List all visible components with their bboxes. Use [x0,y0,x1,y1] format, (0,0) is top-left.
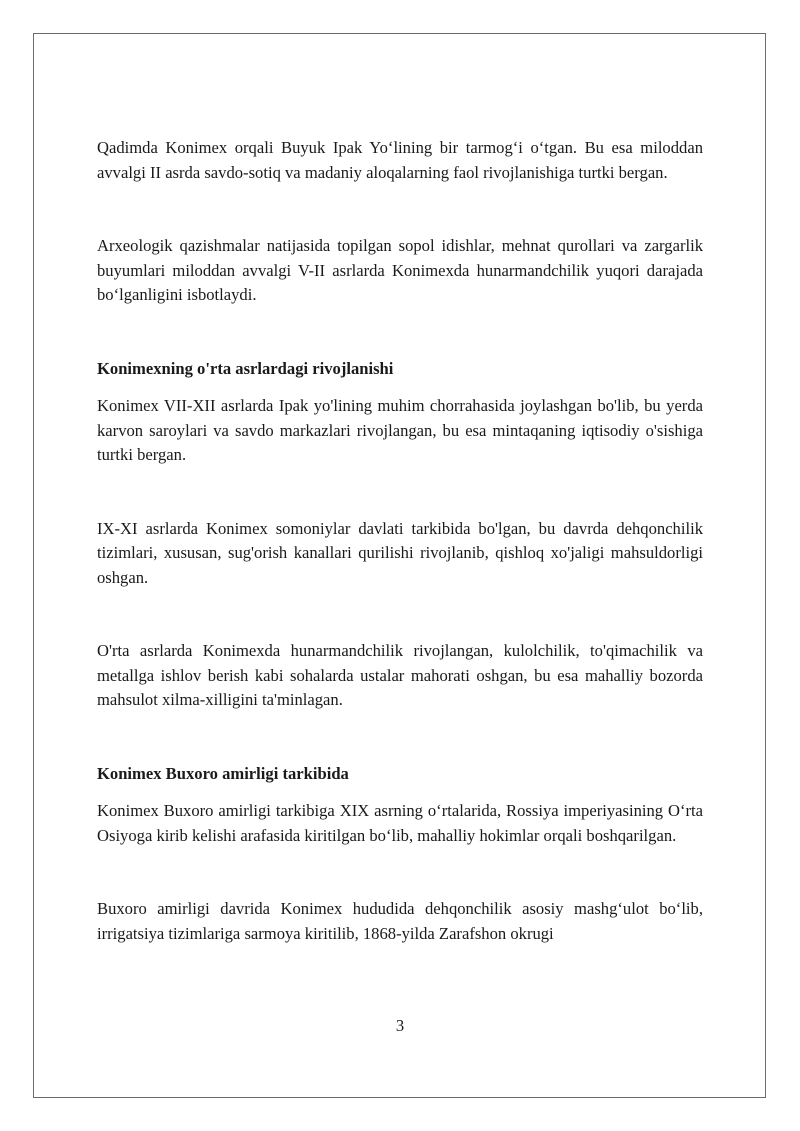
paragraph-bukhara-agriculture: Buxoro amirligi davrida Konimex hududida dehqonchilik asosiy mashg‘ulot bo‘lib, irrigatsiya tizimlariga sarmoya kiritilib, 1868-yilda Zarafshon okrugi [97,899,703,943]
section-heading-medieval: Konimexning o'rta asrlardagi rivojlanishi [97,358,394,378]
paragraph-silk-road: Qadimda Konimex orqali Buyuk Ipak Yo‘lining bir tarmog‘i o‘tgan. Bu esa miloddan avvalgi II asrda savdo-sotiq va madaniy aloqalarning faol rivojlanishiga turtki bergan. [97,138,703,182]
paragraph-crafts: O'rta asrlarda Konimexda hunarmandchilik rivojlangan, kulolchilik, to'qimachilik va metallga ishlov berish kabi sohalarda ustalar mahorati oshgan, bu esa mahalliy bozorda mahsulot xilma-xilligini ta'minlagan. [97,641,703,709]
paragraph-samanids: IX-XI asrlarda Konimex somoniylar davlati tarkibida bo'lgan, bu davrda dehqonchilik tizimlari, xususan, sug'orish kanallari qurilishi rivojlanib, qishloq xo'jaligi mahsuldorligi oshgan. [97,518,703,587]
page-number: 3 [395,1016,405,1035]
document-body [97,136,703,946]
paragraph-medieval-trade: Konimex VII-XII asrlarda Ipak yo'lining muhim chorrahasida joylashgan bo'lib, bu yerda karvon saroylari va savdo markazlari rivojlangan, bu esa mintaqaning iqtisodiy o'sishiga turtki bergan. [97,396,703,464]
section-heading-bukhara: Konimex Buxoro amirligi tarkibida [97,763,349,783]
paragraph-archaeology: Arxeologik qazishmalar natijasida topilgan sopol idishlar, mehnat qurollari va zargarlik buyumlari miloddan avvalgi V-II asrlarda Konimexda hunarmandchilik yuqori darajada bo‘lganligini isbotlaydi. [97,236,703,304]
paragraph-bukhara-emirate: Konimex Buxoro amirligi tarkibiga XIX asrning o‘rtalarida, Rossiya imperiyasining O‘rta Osiyoga kirib kelishi arafasida kiritilgan bo‘lib, mahalliy hokimlar orqali boshqarilgan. [97,801,703,845]
